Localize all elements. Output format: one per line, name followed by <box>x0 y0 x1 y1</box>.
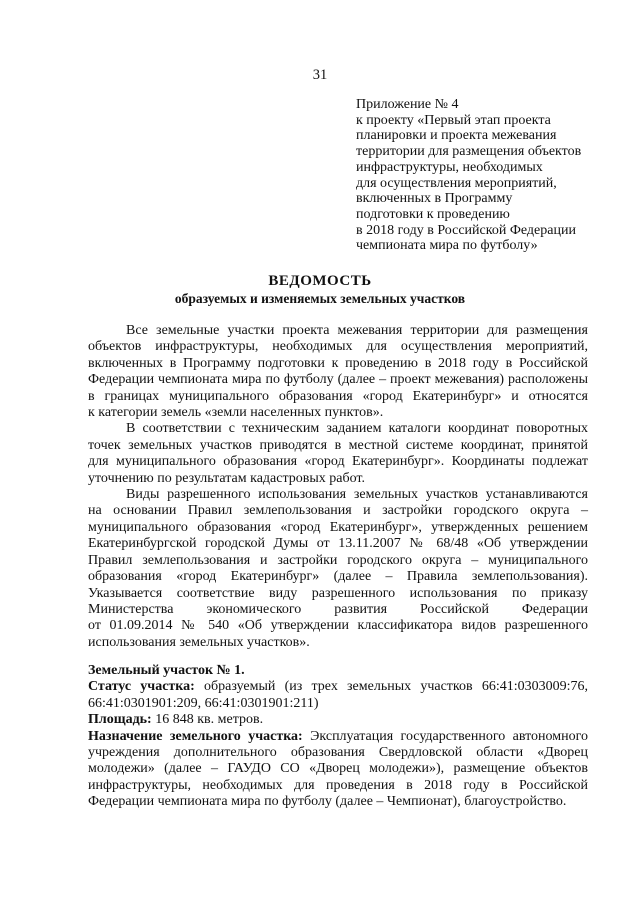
text-line: В соответствии с техническим заданием каталоги координат поворотных <box>126 421 588 437</box>
appendix-line: в 2018 году в Российской Федерации <box>356 222 576 238</box>
appendix-line: чемпионата мира по футболу» <box>356 238 538 254</box>
area-label: Площадь: <box>88 712 152 728</box>
text-line: образования «город Екатеринбург» (далее – Правила землепользования). <box>88 569 588 585</box>
appendix-line: для осуществления мероприятий, <box>356 175 557 191</box>
appendix-line: планировки и проекта межевания <box>356 128 557 144</box>
text-line: использования земельных участков». <box>88 634 310 650</box>
plot-status-line <box>88 679 588 695</box>
text-line: от 01.09.2014 № 540 «Об утверждении классификатора видов разрешенного <box>88 618 588 634</box>
plot-area-line <box>88 712 588 728</box>
status-value: образуемый (из трех земельных участков 66:41:0303009:76, <box>204 679 588 695</box>
paragraph-3 <box>88 487 588 651</box>
paragraph-2 <box>88 421 588 487</box>
text-line: к категории земель «земли населенных пунктов». <box>88 405 384 421</box>
text-line: на основании Правил землепользования и застройки городского округа – <box>88 503 588 519</box>
text-line: Виды разрешенного использования земельных участков устанавливаются <box>126 487 588 503</box>
text-line: уточнению по результатам кадастровых работ. <box>88 470 365 486</box>
appendix-line: территории для размещения объектов <box>356 144 582 160</box>
appendix-line: подготовки к проведению <box>356 206 510 222</box>
text-line: Екатеринбургской городской Думы от 13.11.2007 № 68/48 «Об утверждении <box>88 536 588 552</box>
text-line: Министерства экономического развития Российской Федерации <box>88 601 588 617</box>
land-plot-section <box>88 663 588 811</box>
purpose-label: Назначение земельного участка: <box>88 728 303 744</box>
appendix-line: инфраструктуры, необходимых <box>356 159 543 175</box>
text-line: Федерации чемпионата мира по футболу (далее – проект межевания) расположены <box>88 372 588 388</box>
text-line: Федерации чемпионата мира по футболу (далее – Чемпионат), благоустройство. <box>88 794 567 810</box>
text-line: включенных в Программу подготовки к проведению в 2018 году в Российской <box>88 355 588 371</box>
appendix-note <box>356 97 606 254</box>
text-line: в границах муниципального образования «город Екатеринбург» и относятся <box>88 388 588 404</box>
text-line: для муниципального образования «город Екатеринбург». Координаты подлежат <box>88 454 588 470</box>
text-line: Правил землепользования и застройки городского округа – муниципального <box>88 552 588 568</box>
plot-status-line-2: 66:41:0301901:209, 66:41:0301901:211) <box>88 695 319 711</box>
text-line: точек земельных участков приводятся в местной системе координат, принятой <box>88 437 588 453</box>
text-line: объектов инфраструктуры, необходимых для осуществления мероприятий, <box>88 339 588 355</box>
paragraph-1 <box>88 323 588 421</box>
plot-purpose-line <box>88 729 588 745</box>
plot-heading: Земельный участок № 1. <box>88 663 245 678</box>
text-line: учреждения дополнительного образования Свердловской области «Дворец <box>88 745 588 761</box>
appendix-line: включенных в Программу <box>356 191 513 207</box>
text-line: Указывается соответствие виду разрешенного использования по приказу <box>88 585 588 601</box>
text-line: муниципального образования «город Екатеринбург», утвержденных решением <box>88 519 588 535</box>
text-line: инфраструктуры, необходимых для проведения в 2018 году в Российской <box>88 777 588 793</box>
purpose-value: Эксплуатация государственного автономного <box>310 728 589 744</box>
text-line: Все земельные участки проекта межевания территории для размещения <box>126 323 588 338</box>
title-main: ВЕДОМОСТЬ <box>268 273 372 289</box>
page-number: 31 <box>312 67 328 83</box>
title-subtitle: образуемых и изменяемых земельных участков <box>174 291 466 306</box>
document-title <box>0 273 640 307</box>
appendix-line: Приложение № 4 <box>356 97 459 112</box>
appendix-line: к проекту «Первый этап проекта <box>356 112 551 128</box>
status-label: Статус участка: <box>88 679 195 695</box>
document-body <box>88 323 588 651</box>
area-value: 16 848 кв. метров. <box>155 712 264 728</box>
text-line: молодежи» (далее – ГАУДО СО «Дворец молодежи»), размещение объектов <box>88 761 588 777</box>
